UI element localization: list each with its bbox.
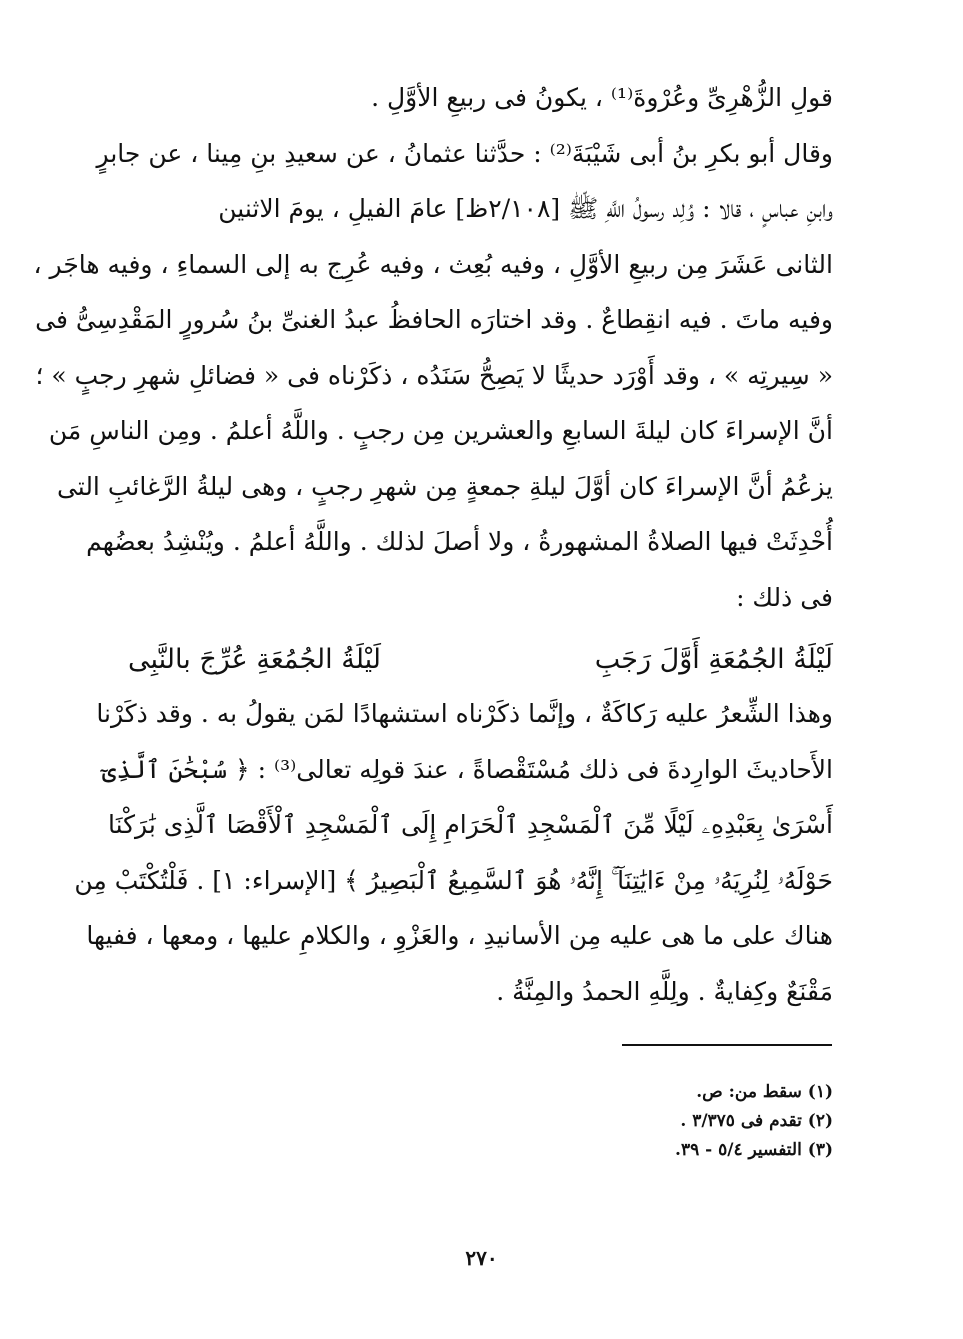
text-line: وقال أبو بكرِ بنُ أبى شَيْبَةَ⁽²⁾ : حدَّثنا عثمانُ ، عن سعيدِ بنِ مِينا ، عن جابرٍ — [96, 138, 833, 168]
footnote: (١) سقط من: ص. — [696, 1082, 833, 1102]
text-line: أُحْدِثَتْ فيها الصلاةُ المشهورةُ ، ولا أصلَ لذلك . واللَّهُ أعلمُ . ويُنْشِدُ بعضُهم — [86, 527, 833, 556]
main-text-block — [33, 70, 833, 625]
continuation-text-block — [74, 686, 833, 1019]
footnote: (٣) التفسير ٥/٤ - ٣٩. — [675, 1140, 833, 1160]
footnotes — [433, 1078, 833, 1165]
page-number: ٢٧٠ — [465, 1246, 498, 1270]
text-line: هناك على ما هى عليه مِن الأسانيدِ ، والعَزْوِ ، والكلامِ عليها ، ومعها ، ففيها — [86, 921, 833, 950]
text-line: وهذا الشِّعرُ عليه رَكاكَةٌ ، وإنَّما ذكَرْناه استشهادًا لمَن يقولُ به . وقد ذكَرْنا — [96, 699, 833, 728]
text-line: الثانى عَشَرَ مِن ربيعِ الأوَّلِ ، وفيه بُعِث ، وفيه عُرِج به إلى السماءِ ، وفيه هاجَر ، — [33, 249, 833, 279]
text-line: أَسْرَىٰ بِعَبْدِهِۦ لَيْلًا مِّنَ ٱلْمَسْجِدِ ٱلْحَرَامِ إِلَى ٱلْمَسْجِدِ ٱلْأَقْصَا ٱلَّذِى بَٰرَكْنَا — [107, 810, 833, 839]
text-line: يزعُمُ أنَّ الإسراءَ كان أوَّلَ ليلةِ جمعةٍ مِن شهرِ رجبٍ ، وهى ليلةُ الرَّغائبِ التى — [56, 471, 833, 501]
poem-verse — [128, 632, 833, 687]
text-line: أنَّ الإسراءَ كان ليلةَ السابعِ والعشرين مِن رجبٍ . واللَّهُ أعلمُ . ومِن الناسِ مَن — [48, 416, 833, 445]
text-line: فى ذلك : — [736, 582, 833, 612]
footnote-divider — [622, 1044, 832, 1046]
verse-hemistich-right: لَيْلَةُ الجُمُعَةِ أَوَّلَ رَجَبِ — [594, 644, 833, 675]
text-line: وابنِ عباسٍ ، قالا : وُلِد رسولُ اللَّهِ ﷺ [٢/١٠٨ظ] عامَ الفيلِ ، يومَ الاثنين — [218, 194, 833, 223]
verse-hemistich-left: لَيْلَةُ الجُمُعَةِ عُرِّجَ بالنَّبِى — [128, 644, 382, 675]
text-line: الأَحاديثَ الوارِدةَ فى ذلك مُسْتَقْصاةً ، عندَ قولِه تعالى⁽³⁾ : ﴿ سُبْحَٰنَ ٱلَّذِىٓ — [101, 754, 833, 784]
footnote: (٢) تقدم فى ٣/٣٧٥ . — [680, 1111, 833, 1131]
text-line: « سِيرتِه » ، وقد أَوْرَد حديثًا لا يَصِحُّ سَنَدُه ، ذكَرْناه فى « فضائلِ شهرِ رجبٍ » ؛ — [35, 360, 833, 390]
text-line: وفيه ماتَ . فيه انقِطاعٌ . وقد اختارَه الحافظُ عبدُ الغنىِّ بنُ سُرورٍ المَقْدِسِىُّ فى — [35, 305, 833, 334]
text-line: مَقْنَعٌ وكِفايةٌ . ولِلَّهِ الحمدُ والمِنَّةُ . — [496, 976, 833, 1006]
text-line: قولِ الزُّهْرِىِّ وعُرْوةَ⁽¹⁾ ، يكونُ فى ربيعِ الأوَّلِ . — [371, 83, 833, 112]
text-line: حَوْلَهُۥ لِنُرِيَهُۥ مِنْ ءَايَٰتِنَآ ۚ إِنَّهُۥ هُوَ ٱلسَّمِيعُ ٱلْبَصِيرُ ﴾ [الإسراء: ١] . فَلْتُكْتَبْ مِن — [74, 865, 833, 895]
